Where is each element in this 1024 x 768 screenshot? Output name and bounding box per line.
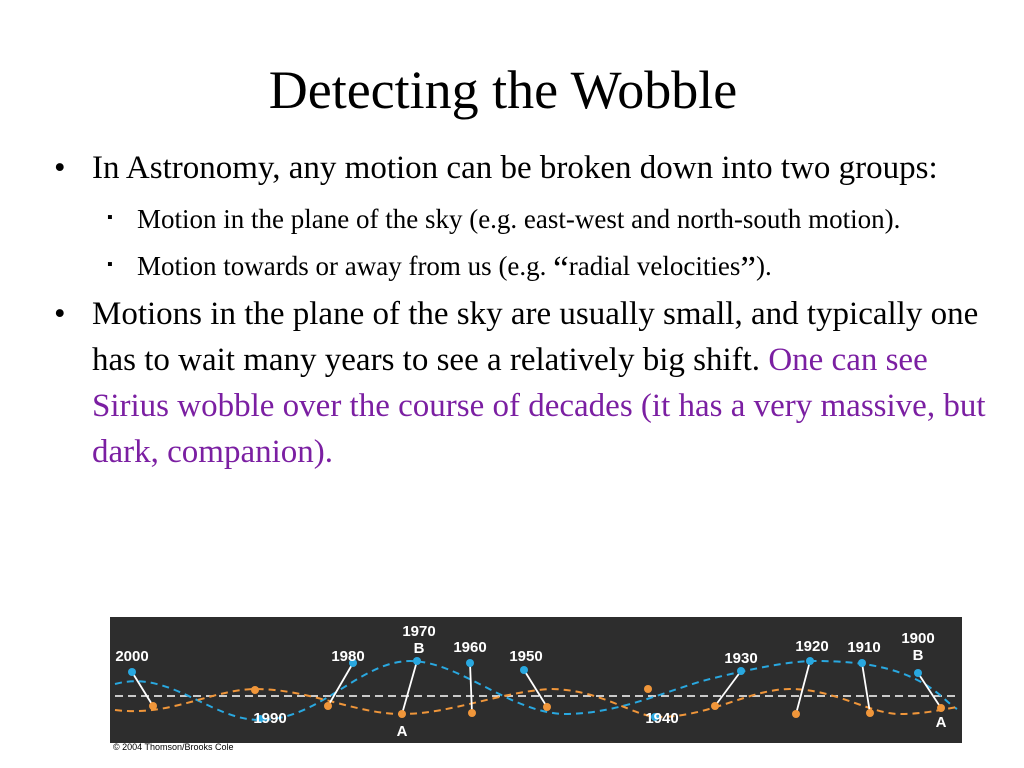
label-1900: 1900 xyxy=(901,630,935,647)
sub-bullet-marker: ▪ xyxy=(107,209,113,226)
a-dot-1960 xyxy=(468,709,476,717)
b-dot-1910 xyxy=(858,659,866,667)
a-dot-1910 xyxy=(866,709,874,717)
label-1940: 1940 xyxy=(645,710,679,727)
quoted-term: radial velocities xyxy=(568,251,741,281)
connector-line-2000 xyxy=(132,672,153,706)
bullet-marker: • xyxy=(54,296,66,332)
open-quote: “ xyxy=(553,249,569,288)
label-b-1970: B xyxy=(413,640,425,657)
label-1930: 1930 xyxy=(724,650,758,667)
label-1960: 1960 xyxy=(453,639,487,656)
a-dot-1920 xyxy=(792,710,800,718)
sub-bullet-text: Motion in the plane of the sky (e.g. east-west and north-south motion). xyxy=(137,204,901,234)
bullet-item xyxy=(52,291,1002,475)
bullet-item xyxy=(52,145,1002,191)
highlighted-text: One can see Sirius wobble over the course of decades (it has a very massive, but dark, companion). xyxy=(92,342,986,470)
sub-bullet-text-prefix: Motion towards or away from us (e.g. xyxy=(137,251,554,281)
a-dot-1950 xyxy=(543,703,551,711)
connector-line-1970 xyxy=(402,661,417,714)
slide-body xyxy=(52,145,1002,475)
slide-title: Detecting the Wobble xyxy=(268,60,738,120)
b-dot-2000 xyxy=(128,668,136,676)
sirius-wobble-figure xyxy=(110,617,962,743)
a-dot-1930 xyxy=(711,702,719,710)
sub-bullet-text-suffix: ). xyxy=(755,251,772,281)
label-1910: 1910 xyxy=(847,639,881,656)
connector-line-1960 xyxy=(470,663,472,713)
sub-bullet-item xyxy=(52,200,1002,238)
a-dot-1970 xyxy=(398,710,406,718)
a-dot-1940 xyxy=(644,685,652,693)
label-b-1900: B xyxy=(912,647,924,664)
b-dot-1960 xyxy=(466,659,474,667)
close-quote: ” xyxy=(740,249,756,288)
a-dot-1900 xyxy=(937,704,945,712)
a-dot-2000 xyxy=(149,702,157,710)
sirius-a-path xyxy=(115,689,957,717)
label-1920: 1920 xyxy=(795,638,829,655)
a-dot-1980 xyxy=(324,702,332,710)
label-1970: 1970 xyxy=(402,623,436,640)
label-1950: 1950 xyxy=(509,648,543,665)
bullet-text: Motions in the plane of the sky are usually small, and typically one has to wait many years to see a relatively big shift. xyxy=(92,296,979,378)
b-dot-1930 xyxy=(737,667,745,675)
connector-line-1900 xyxy=(918,673,941,708)
label-a-1900: A xyxy=(935,714,947,731)
sub-bullet-item xyxy=(52,247,1002,288)
b-dot-1970 xyxy=(413,657,421,665)
b-dot-1900 xyxy=(914,669,922,677)
label-1990: 1990 xyxy=(253,710,287,727)
bullet-text: In Astronomy, any motion can be broken down into two groups: xyxy=(92,150,938,186)
label-2000: 2000 xyxy=(115,648,149,665)
bullet-marker: • xyxy=(54,150,66,186)
wobble-diagram xyxy=(110,617,962,743)
connector-line-1910 xyxy=(862,663,870,713)
label-a-1970: A xyxy=(396,723,408,740)
a-dot-1990 xyxy=(251,686,259,694)
copyright-credit: © 2004 Thomson/Brooks Cole xyxy=(113,742,234,752)
connector-line-1920 xyxy=(796,661,810,714)
connector-line-1980 xyxy=(328,663,353,706)
label-1980: 1980 xyxy=(331,648,365,665)
b-dot-1920 xyxy=(806,657,814,665)
b-dot-1950 xyxy=(520,666,528,674)
sub-bullet-marker: ▪ xyxy=(107,256,113,273)
